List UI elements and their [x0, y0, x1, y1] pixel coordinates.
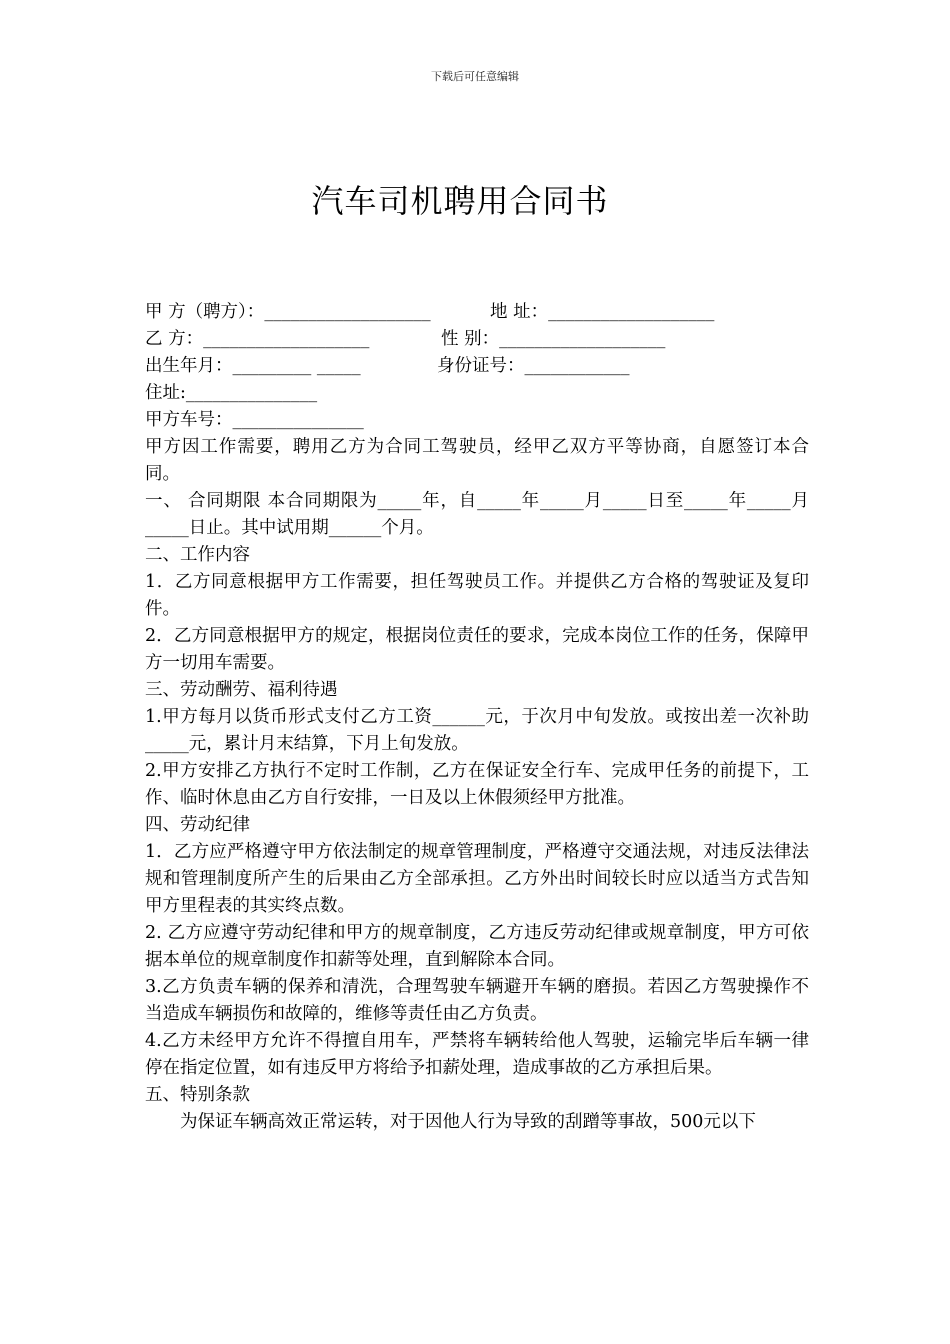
section-3-heading: 三、劳动酬劳、福利待遇: [145, 680, 338, 700]
contract-body: [145, 299, 809, 1136]
address-label: 地 址：: [490, 302, 549, 322]
plate-blank: _______________: [232, 410, 364, 430]
intro-paragraph: 甲方因工作需要，聘用乙方为合同工驾驶员，经甲乙双方平等协商，自愿签订本合同。: [145, 437, 809, 484]
plate-label: 甲方车号：: [145, 410, 233, 430]
id-label: 身份证号：: [437, 356, 525, 376]
birth-label: 出生年月：: [145, 356, 233, 376]
address-field: [490, 299, 714, 326]
party-a-field: [145, 299, 490, 326]
section-4-item-4: 4.乙方未经甲方允许不得擅自用车，严禁将车辆转给他人驾驶，运输完毕后车辆一律停在指定位置，如有违反甲方将给予扣薪处理，造成事故的乙方承担后果。: [145, 1031, 809, 1078]
party-a-blank: ___________________: [264, 302, 431, 322]
gender-field: [441, 326, 665, 353]
section-4-item-1: 1．乙方应严格遵守甲方依法制定的规章管理制度，严格遵守交通法规，对违反法律法规和管理制度所产生的后果由乙方全部承担。乙方外出时间较长时应以适当方式告知甲方里程表的其实终点数。: [145, 842, 809, 916]
header-note: 下载后可任意编辑: [431, 70, 519, 83]
section-2-heading: 二、工作内容: [145, 545, 250, 565]
section-5-paragraph: 为保证车辆高效正常运转，对于因他人行为导致的刮蹭等事故，500元以下: [180, 1112, 756, 1132]
section-3-item-1: 1.甲方每月以货币形式支付乙方工资______元，于次月中旬发放。或按出差一次补助_____元，累计月末结算，下月上旬发放。: [145, 707, 809, 754]
birth-blank: _________ _____: [232, 356, 361, 376]
id-field: [437, 353, 630, 380]
gender-label: 性 别：: [441, 329, 500, 349]
residence-blank: _______________: [185, 383, 318, 403]
party-a-label: 甲 方（聘方）：: [145, 302, 265, 322]
address-blank: ___________________: [548, 302, 715, 322]
gender-blank: ___________________: [499, 329, 666, 349]
document-title: 汽车司机聘用合同书: [311, 182, 609, 220]
section-4-item-3: 3.乙方负责车辆的保养和清洗，合理驾驶车辆避开车辆的磨损。若因乙方驾驶操作不当造成车辆损伤和故障的，维修等责任由乙方负责。: [145, 977, 809, 1024]
id-blank: ____________: [524, 356, 630, 376]
party-b-field: [145, 326, 441, 353]
birth-row: [145, 353, 809, 380]
party-b-row: [145, 326, 809, 353]
party-b-blank: ___________________: [203, 329, 370, 349]
section-1-term: [145, 488, 809, 542]
party-b-label: 乙 方：: [145, 329, 204, 349]
probation-text: 其中试用期______个月。: [241, 518, 434, 538]
party-a-row: [145, 299, 809, 326]
residence-row: [145, 380, 809, 407]
section-1-text: 一、 合同期限 本合同期限为_____年，自_____年_____月_____日至_____年_____月_____日止。: [145, 491, 809, 538]
section-3-item-2: 2.甲方安排乙方执行不定时工作制，乙方在保证安全行车、完成甲任务的前提下，工作、临时休息由乙方自行安排，一日及以上休假须经甲方批准。: [145, 761, 809, 808]
plate-row: [145, 407, 809, 434]
section-5-heading: 五、特别条款: [145, 1085, 250, 1105]
section-4-heading: 四、劳动纪律: [145, 815, 250, 835]
section-4-item-2: 2. 乙方应遵守劳动纪律和甲方的规章制度，乙方违反劳动纪律或规章制度，甲方可依据本单位的规章制度作扣薪等处理，直到解除本合同。: [145, 923, 809, 970]
residence-label: 住址:: [145, 383, 186, 403]
birth-field: [145, 353, 437, 380]
section-2-item-1: 1．乙方同意根据甲方工作需要，担任驾驶员工作。并提供乙方合格的驾驶证及复印件。: [145, 572, 809, 619]
section-2-item-2: 2．乙方同意根据甲方的规定，根据岗位责任的要求，完成本岗位工作的任务，保障甲方一切用车需要。: [145, 626, 809, 673]
